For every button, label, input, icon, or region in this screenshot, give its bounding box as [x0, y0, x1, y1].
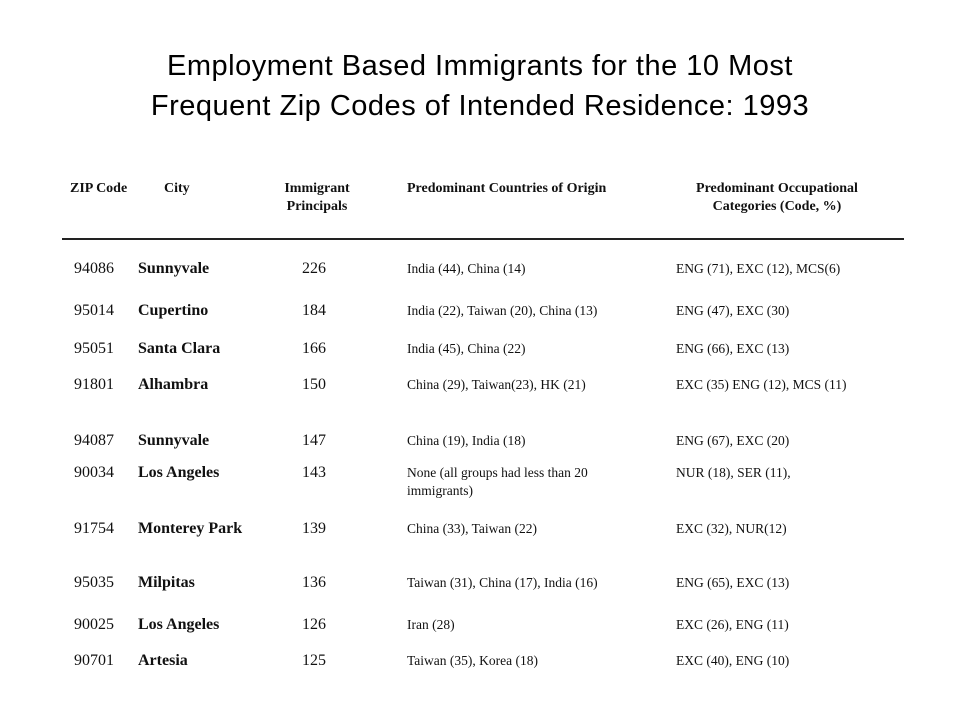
row-immigrant-principals: 226	[302, 260, 326, 277]
row-countries-of-origin: None (all groups had less than 20 immigrants)	[407, 465, 588, 498]
header-occupations-line-1: Predominant Occupational	[696, 181, 858, 196]
row-city: Santa Clara	[138, 340, 221, 357]
row-countries-of-origin: India (44), China (14)	[407, 261, 526, 276]
row-immigrant-principals: 136	[302, 574, 326, 591]
title-line-1: Employment Based Immigrants for the 10 Most	[167, 50, 793, 82]
row-city: Sunnyvale	[138, 432, 210, 449]
row-occupational-categories: EXC (35) ENG (12), MCS (11)	[676, 377, 847, 392]
row-city: Sunnyvale	[138, 260, 210, 277]
row-zip-code: 90034	[74, 464, 114, 481]
slide-title	[20, 46, 940, 126]
row-zip-code: 94086	[74, 260, 114, 277]
row-countries-of-origin: China (33), Taiwan (22)	[407, 521, 538, 536]
row-countries-of-origin: India (45), China (22)	[407, 341, 526, 356]
row-zip-code: 90025	[74, 616, 114, 633]
row-occupational-categories: ENG (67), EXC (20)	[676, 433, 790, 448]
row-city: Los Angeles	[138, 464, 220, 481]
title-line-2: Frequent Zip Codes of Intended Residence: 1993	[150, 90, 810, 122]
row-zip-code: 95014	[74, 302, 114, 319]
row-city: Cupertino	[138, 302, 209, 319]
row-occupational-categories: EXC (40), ENG (10)	[676, 653, 790, 668]
row-city: Milpitas	[138, 574, 195, 591]
row-zip-code: 94087	[74, 432, 114, 449]
row-occupational-categories: ENG (71), EXC (12), MCS(6)	[676, 261, 841, 276]
row-immigrant-principals: 126	[302, 616, 326, 633]
row-immigrant-principals: 184	[302, 302, 326, 319]
row-countries-of-origin: Taiwan (31), China (17), India (16)	[407, 575, 598, 590]
row-immigrant-principals: 150	[302, 376, 326, 393]
header-principals-line-2: Principals	[286, 199, 348, 214]
row-zip-code: 95035	[74, 574, 114, 591]
row-zip-code: 90701	[74, 652, 114, 669]
row-immigrant-principals: 143	[302, 464, 326, 481]
row-occupational-categories: NUR (18), SER (11),	[676, 465, 791, 480]
header-city: City	[164, 181, 190, 196]
row-countries-of-origin: China (19), India (18)	[407, 433, 526, 448]
immigrants-table	[62, 172, 904, 669]
row-immigrant-principals: 125	[302, 652, 326, 669]
row-countries-of-origin: China (29), Taiwan(23), HK (21)	[407, 377, 586, 392]
header-immigrant-principals	[272, 180, 362, 216]
row-occupational-categories: ENG (66), EXC (13)	[676, 341, 790, 356]
row-countries-of-origin: Taiwan (35), Korea (18)	[407, 653, 538, 668]
row-zip-code: 91801	[74, 376, 114, 393]
header-countries-of-origin: Predominant Countries of Origin	[407, 181, 607, 196]
table-header	[62, 172, 904, 240]
row-city: Artesia	[138, 652, 188, 669]
row-immigrant-principals: 166	[302, 340, 326, 357]
row-occupational-categories: ENG (65), EXC (13)	[676, 575, 790, 590]
row-occupational-categories: ENG (47), EXC (30)	[676, 303, 790, 318]
header-occupational-categories	[652, 180, 902, 216]
row-countries-of-origin: India (22), Taiwan (20), China (13)	[407, 303, 598, 318]
row-immigrant-principals: 139	[302, 520, 326, 537]
row-city: Alhambra	[138, 376, 209, 393]
row-occupational-categories: EXC (32), NUR(12)	[676, 521, 787, 536]
header-occupations-line-2: Categories (Code, %)	[712, 199, 842, 214]
header-zip-code: ZIP Code	[70, 181, 128, 196]
row-immigrant-principals: 147	[302, 432, 326, 449]
row-countries-of-origin: Iran (28)	[407, 617, 455, 632]
row-zip-code: 91754	[74, 520, 114, 537]
row-occupational-categories: EXC (26), ENG (11)	[676, 617, 789, 632]
row-city: Monterey Park	[138, 520, 243, 537]
row-city: Los Angeles	[138, 616, 220, 633]
row-zip-code: 95051	[74, 340, 114, 357]
header-principals-line-1: Immigrant	[284, 181, 350, 196]
